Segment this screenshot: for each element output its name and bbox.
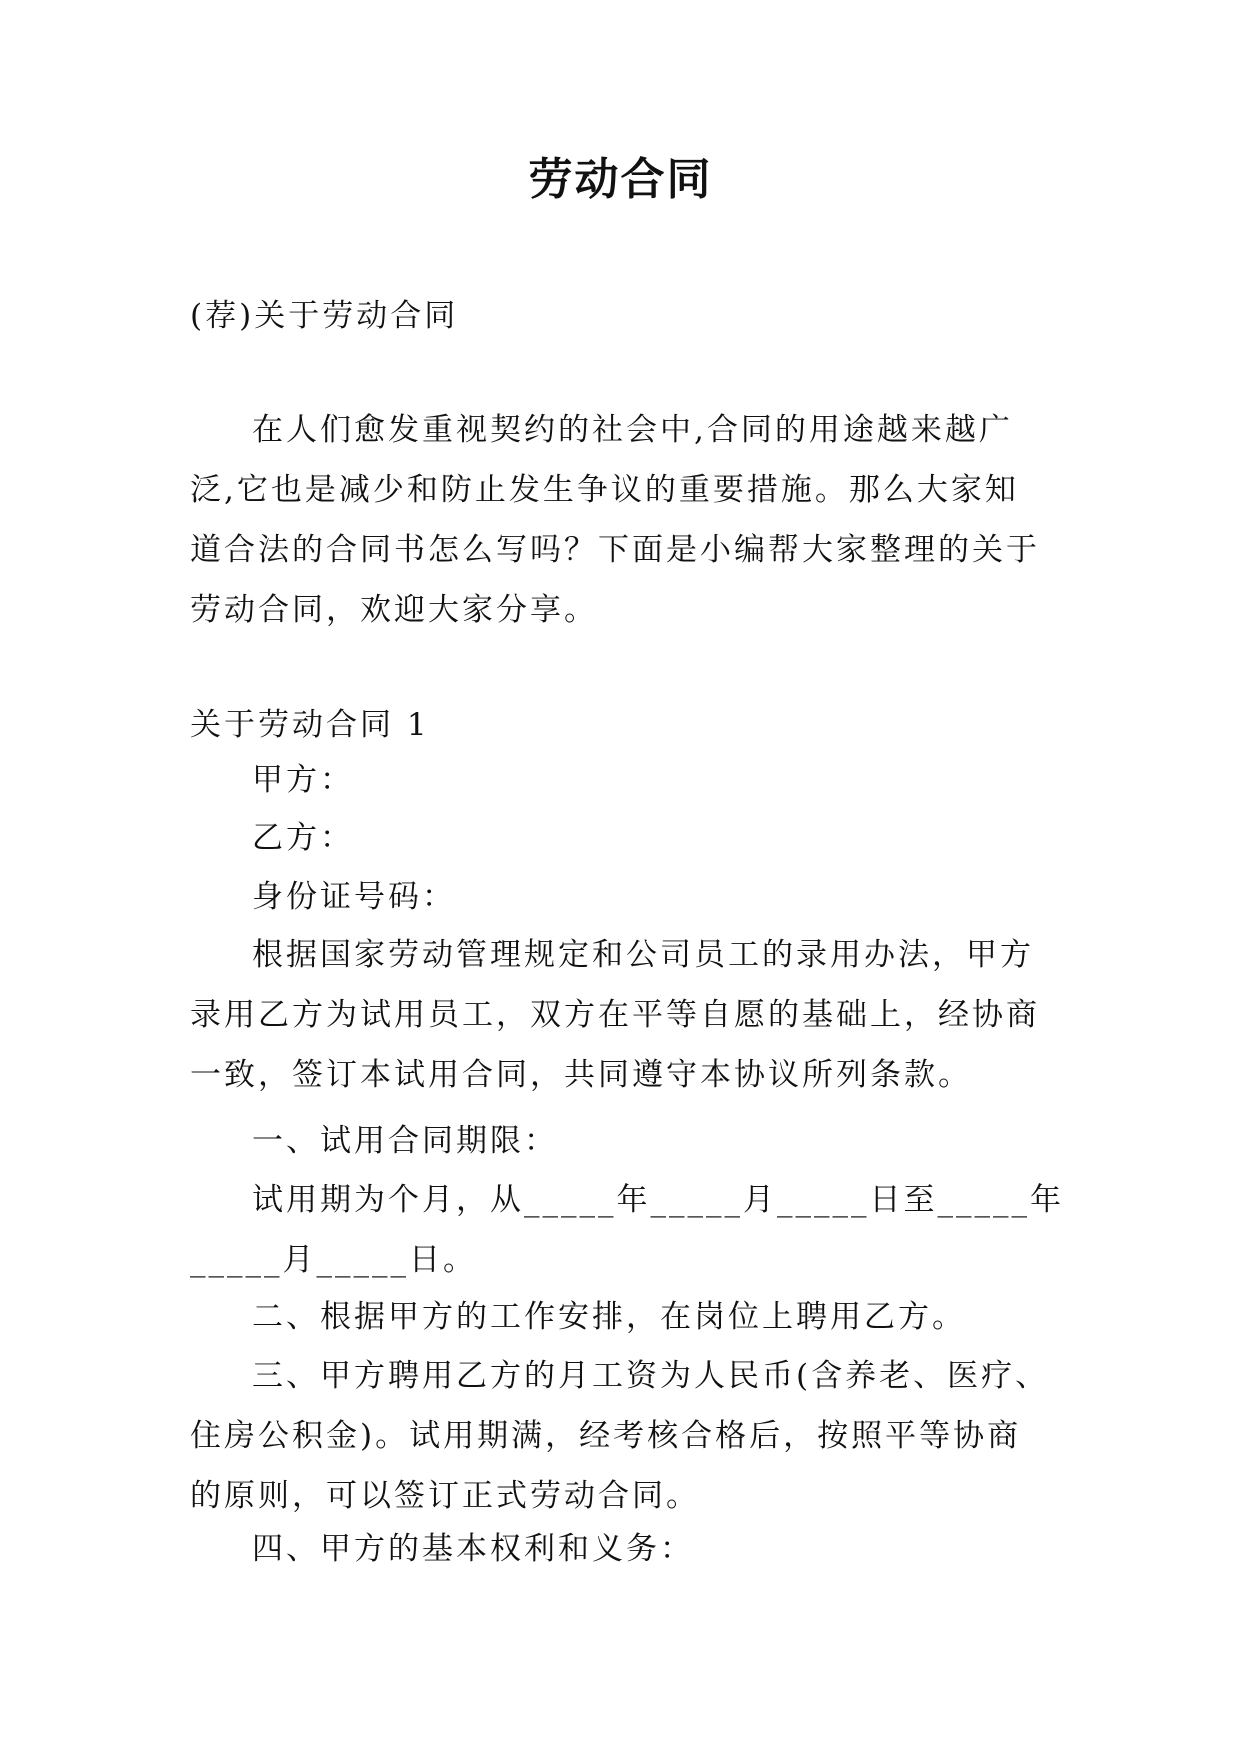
party-b-label: 乙方： (252, 820, 354, 856)
clause-1-line-1: 试用期为个月，从_____年_____月_____日至_____年 (252, 1182, 1064, 1218)
clause-2-paragraph: 二、根据甲方的工作安排，在岗位上聘用乙方。 (252, 1299, 966, 1335)
section-heading: 关于劳动合同 1 (190, 707, 430, 743)
document-subtitle: (荐)关于劳动合同 (190, 298, 459, 334)
clause-1-line-2: _____月_____日。 (190, 1242, 477, 1278)
document-title: 劳动合同 (528, 154, 713, 205)
clause-1-heading: 一、试用合同期限： (252, 1123, 558, 1159)
clause-4-heading: 四、甲方的基本权利和义务： (252, 1531, 694, 1567)
party-a-label: 甲方： (252, 762, 354, 798)
intro-paragraph: 在人们愈发重视契约的社会中,合同的用途越来越广泛,它也是减少和防止发生争议的重要措施。那么大家知道合法的合同书怎么写吗？下面是小编帮大家整理的关于劳动合同，欢迎大家分享。 (190, 412, 1040, 628)
clause-3-paragraph: 三、甲方聘用乙方的月工资为人民币(含养老、医疗、住房公积金)。试用期满，经考核合格后，按照平等协商的原则，可以签订正式劳动合同。 (190, 1358, 1050, 1514)
contract-basis-paragraph: 根据国家劳动管理规定和公司员工的录用办法，甲方录用乙方为试用员工，双方在平等自愿的基础上，经协商一致，签订本试用合同，共同遵守本协议所列条款。 (190, 937, 1040, 1093)
clause-1-content (190, 1170, 1064, 1290)
id-number-label: 身份证号码： (252, 879, 456, 915)
